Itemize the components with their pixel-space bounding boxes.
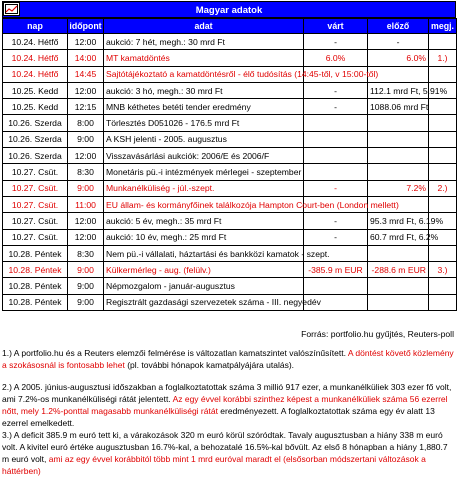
cell-nap: 10.27. Csüt. [3, 229, 68, 245]
table-row [3, 148, 457, 164]
table-row [3, 278, 457, 294]
note-3 [2, 429, 454, 477]
cell-elozo: 60.7 mrd Ft, 6.2% [368, 229, 429, 245]
cell-nap: 10.26. Szerda [3, 131, 68, 147]
cell-nap: 10.27. Csüt. [3, 196, 68, 212]
cell-idopont: 9:00 [68, 131, 104, 147]
cell-megj [429, 148, 457, 164]
cell-vart [304, 148, 368, 164]
cell-nap: 10.24. Hétfő [3, 50, 68, 66]
cell-megj [429, 294, 457, 310]
cell-elozo: 7.2% [368, 180, 429, 196]
cell-adat: aukció: 5 év, megh.: 35 mrd Ft [104, 213, 304, 229]
cell-elozo: 6.0% [368, 50, 429, 66]
cell-vart: - [304, 82, 368, 98]
cell-vart [304, 115, 368, 131]
cell-adat: Nem pü.-i vállalati, háztartási és bankközi kamatok - szept. [104, 245, 304, 261]
cell-idopont: 12:00 [68, 229, 104, 245]
note-2-tail: eredményezett. A foglalkoztatottak száma egy év alatt 13 ezerrel emelkedett. [2, 406, 435, 428]
cell-idopont: 12:00 [68, 213, 104, 229]
cell-adat: aukció: 10 év, megh.: 25 mrd Ft [104, 229, 304, 245]
note-1-tail: (pl. további hónapok kamatpályájára utalás). [124, 360, 295, 370]
cell-idopont: 9:00 [68, 278, 104, 294]
cell-nap: 10.24. Hétfő [3, 66, 68, 82]
cell-adat: Népmozgalom - január-augusztus [104, 278, 304, 294]
cell-idopont: 14:45 [68, 66, 104, 82]
cell-adat: MT kamatdöntés [104, 50, 304, 66]
cell-adat: Munkanélküliség - júl.-szept. [104, 180, 304, 196]
cell-megj [429, 131, 457, 147]
cell-idopont: 8:30 [68, 164, 104, 180]
table-title-bar [2, 1, 456, 18]
cell-megj: 2.) [429, 180, 457, 196]
cell-adat: MNB kéthetes betéti tender eredmény [104, 99, 304, 115]
table-row [3, 294, 457, 310]
cell-vart: - [304, 229, 368, 245]
col-header-adat: adat [104, 19, 304, 34]
cell-idopont: 9:00 [68, 180, 104, 196]
cell-adat: A KSH jelenti - 2005. augusztus [104, 131, 304, 147]
cell-vart: -385.9 m EUR [304, 262, 368, 278]
col-header-elozo: előző [368, 19, 429, 34]
cell-megj [429, 245, 457, 261]
table-row [3, 262, 457, 278]
note-2 [2, 381, 454, 429]
cell-elozo [368, 294, 429, 310]
cell-elozo [368, 278, 429, 294]
cell-megj: 3.) [429, 262, 457, 278]
cell-idopont: 8:30 [68, 245, 104, 261]
cell-adat: aukció: 7 hét, megh.: 30 mrd Ft [104, 34, 304, 50]
table-row [3, 34, 457, 50]
table-title: Magyar adatok [195, 5, 263, 16]
cell-nap: 10.28. Péntek [3, 278, 68, 294]
table-row [3, 229, 457, 245]
table-row [3, 82, 457, 98]
col-header-idopont: időpont [68, 19, 104, 34]
cell-vart [304, 164, 368, 180]
cell-megj [429, 115, 457, 131]
cell-elozo: 95.3 mrd Ft, 6.19% [368, 213, 429, 229]
note-2-highlight: Az egy évvel korábbi szinthez képest a munkanélküliek száma 56 ezerrel nőtt, mely 1.2%-ponttal magasabb munkanélküliségi rátát [2, 394, 448, 416]
table-row [3, 180, 457, 196]
table-row [3, 115, 457, 131]
cell-megj [429, 164, 457, 180]
cell-elozo [368, 148, 429, 164]
cell-elozo: - [368, 34, 429, 50]
cell-vart: - [304, 99, 368, 115]
col-header-nap: nap [3, 19, 68, 34]
note-2-text: 2.) A 2005. június-augusztusi időszakban a foglalkoztatottak száma 3 millió 917 ezer, a munkanélküliek 303 ezer fő volt, ami 7.2%-os munkanélküliségi rátát jelentett. [2, 382, 452, 404]
table-row [3, 245, 457, 261]
cell-elozo [368, 115, 429, 131]
table-header-row [3, 19, 457, 34]
cell-adat: Visszavásárlási aukciók: 2006/E és 2006/F [104, 148, 304, 164]
note-3-highlight: ami az egy évvel korábbitól több mint 1 mrd euróval maradt el (elsősorban módszertani változások a háttérben) [2, 454, 426, 476]
cell-idopont: 12:00 [68, 148, 104, 164]
cell-vart: - [304, 180, 368, 196]
cell-elozo: 1088.06 mrd Ft [368, 99, 429, 115]
cell-idopont: 12:15 [68, 99, 104, 115]
cell-nap: 10.28. Péntek [3, 294, 68, 310]
cell-adat: Regisztrált gazdasági szervezetek száma - III. negyedév [104, 294, 304, 310]
table-row [3, 50, 457, 66]
cell-vart: - [304, 34, 368, 50]
cell-elozo [368, 131, 429, 147]
cell-nap: 10.27. Csüt. [3, 180, 68, 196]
cell-idopont: 11:00 [68, 196, 104, 212]
note-1-highlight: A döntést követő közlemény a szokásosnál is fontosabb lehet [2, 348, 454, 370]
cell-adat: EU állam- és kormányfőinek találkozója Hampton Court-ben (London mellett) [104, 196, 304, 212]
cell-nap: 10.28. Péntek [3, 262, 68, 278]
cell-adat: Sajtótájékoztató a kamatdöntésről - élő tudósítás (14:45-től, v 15:00-től) [104, 66, 304, 82]
table-row [3, 131, 457, 147]
col-header-vart: várt [304, 19, 368, 34]
cell-nap: 10.27. Csüt. [3, 164, 68, 180]
cell-adat: aukció: 3 hó, megh.: 30 mrd Ft [104, 82, 304, 98]
cell-idopont: 12:00 [68, 82, 104, 98]
cell-vart [304, 278, 368, 294]
cell-nap: 10.28. Péntek [3, 245, 68, 261]
note-1 [2, 347, 454, 371]
table-row [3, 164, 457, 180]
cell-idopont: 9:00 [68, 262, 104, 278]
cell-idopont: 9:00 [68, 294, 104, 310]
cell-megj [429, 66, 457, 82]
cell-vart: - [304, 213, 368, 229]
source-note: Forrás: portfolio.hu gyűjtés, Reuters-poll [301, 329, 454, 339]
cell-idopont: 14:00 [68, 50, 104, 66]
cell-nap: 10.27. Csüt. [3, 213, 68, 229]
table-row [3, 99, 457, 115]
cell-nap: 10.25. Kedd [3, 99, 68, 115]
cell-idopont: 12:00 [68, 34, 104, 50]
cell-elozo [368, 245, 429, 261]
cell-nap: 10.24. Hétfő [3, 34, 68, 50]
cell-adat: Monetáris pü.-i intézmények mérlegei - szeptember [104, 164, 304, 180]
col-header-megj: megj. [429, 19, 457, 34]
cell-megj [429, 196, 457, 212]
table-row [3, 196, 457, 212]
cell-adat: Külkermérleg - aug. (felülv.) [104, 262, 304, 278]
cell-idopont: 8:00 [68, 115, 104, 131]
cell-adat: Törlesztés D051026 - 176.5 mrd Ft [104, 115, 304, 131]
cell-nap: 10.26. Szerda [3, 148, 68, 164]
cell-elozo: 112.1 mrd Ft, 5.91% [368, 82, 429, 98]
cell-elozo [368, 164, 429, 180]
calendar-table [2, 18, 457, 311]
cell-vart: 6.0% [304, 50, 368, 66]
cell-megj: 1.) [429, 50, 457, 66]
cell-megj [429, 34, 457, 50]
cell-nap: 10.25. Kedd [3, 82, 68, 98]
cell-megj [429, 99, 457, 115]
table-row [3, 213, 457, 229]
cell-elozo: -288.6 m EUR [368, 262, 429, 278]
cell-megj [429, 278, 457, 294]
cell-nap: 10.26. Szerda [3, 115, 68, 131]
note-1-text: 1.) A portfolio.hu és a Reuters elemzői felmérése is változatlan kamatszintet valószínűsített. [2, 348, 348, 358]
logo-icon [3, 2, 20, 16]
cell-vart [304, 131, 368, 147]
table-row [3, 66, 457, 82]
note-3-text: 3.) A deficit 385.9 m euró tett ki, a várakozások 320 m euró körül szóródtak. Tavaly augusztusban a hiány 338 m euró volt. A kivitel euró értéke augusztusban 16.7%-kal, a behozatalé 16.5%-kal bővült. Az első 8 hónapban a hiány 1,880.7 m euró volt, [2, 430, 448, 464]
